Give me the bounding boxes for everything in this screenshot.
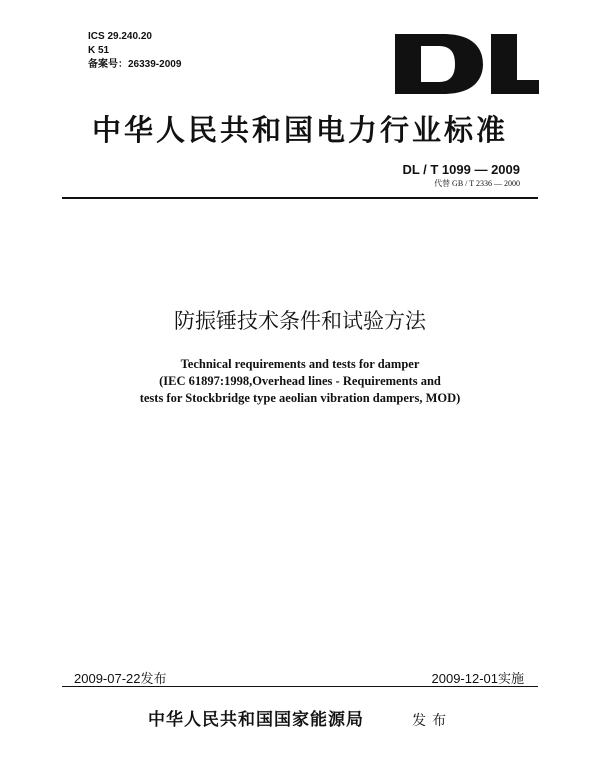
issue-date: 2009-07-22发布 <box>74 671 167 686</box>
header-divider <box>62 197 538 199</box>
publish-label: 发布 <box>412 713 452 729</box>
logo-letter-l <box>491 34 539 94</box>
footer-divider <box>62 686 538 687</box>
classification-code: K 51 <box>88 45 110 56</box>
logo-letter-d <box>395 34 483 94</box>
standard-category-title: 中华人民共和国电力行业标准 <box>91 113 508 147</box>
document-title-en-line2: (IEC 61897:1998,Overhead lines - Requirements and <box>159 374 441 388</box>
replaces-standard: 代替 GB / T 2336 — 2000 <box>434 179 520 188</box>
document-title-cn: 防振锤技术条件和试验方法 <box>174 309 426 333</box>
document-title-en-line3: tests for Stockbridge type aeolian vibration dampers, MOD) <box>139 391 461 405</box>
dl-logo <box>393 34 539 94</box>
document-title-en-line1: Technical requirements and tests for damper <box>180 357 420 371</box>
publisher-name: 中华人民共和国国家能源局 <box>148 710 364 730</box>
record-number: 备案号：26339-2009 <box>88 59 182 70</box>
implementation-date: 2009-12-01实施 <box>431 671 524 686</box>
standard-number: DL / T 1099 — 2009 <box>402 162 520 177</box>
ics-code: ICS 29.240.20 <box>88 31 152 42</box>
